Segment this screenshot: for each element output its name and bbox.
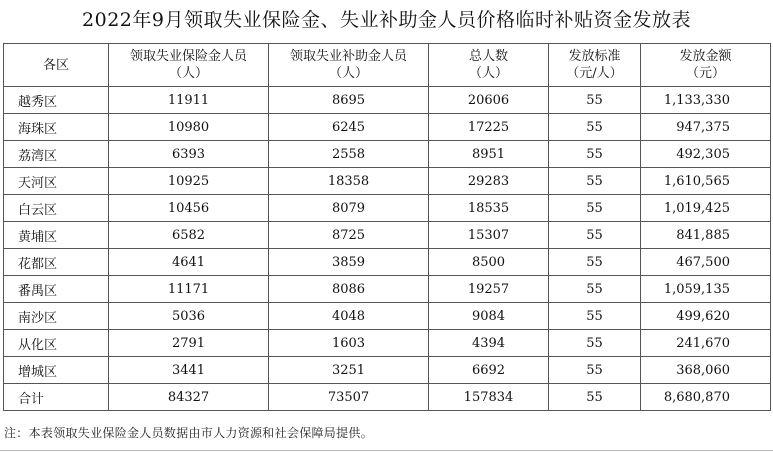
subsidy-table-container bbox=[3, 43, 770, 411]
total-people-cell: 6692 bbox=[429, 357, 549, 384]
table-header bbox=[4, 44, 771, 87]
header-amount-unit: （元） bbox=[685, 66, 725, 81]
header-standard bbox=[549, 44, 641, 87]
table-row bbox=[4, 87, 771, 114]
amount-cell: 1,019,425 bbox=[641, 195, 771, 222]
total-people-cell: 17225 bbox=[429, 114, 549, 141]
standard-cell: 55 bbox=[549, 87, 641, 114]
subsidy-table bbox=[3, 43, 771, 411]
insurance-recipients-cell: 2791 bbox=[109, 330, 269, 357]
insurance-recipients-cell: 10980 bbox=[109, 114, 269, 141]
header-subsidy-recipients-label: 领取失业补助金人员 bbox=[289, 49, 407, 64]
table-row bbox=[4, 357, 771, 384]
subsidy-recipients-cell: 4048 bbox=[269, 303, 429, 330]
subsidy-recipients-cell: 8695 bbox=[269, 87, 429, 114]
insurance-recipients-cell: 4641 bbox=[109, 249, 269, 276]
amount-cell: 841,885 bbox=[641, 222, 771, 249]
total-people-cell: 19257 bbox=[429, 276, 549, 303]
standard-cell: 55 bbox=[549, 384, 641, 411]
district-cell: 南沙区 bbox=[4, 303, 109, 330]
subsidy-recipients-cell: 18358 bbox=[269, 168, 429, 195]
total-people-cell: 15307 bbox=[429, 222, 549, 249]
table-row bbox=[4, 276, 771, 303]
insurance-recipients-cell: 10925 bbox=[109, 168, 269, 195]
header-total-people bbox=[429, 44, 549, 87]
subsidy-recipients-cell: 2558 bbox=[269, 141, 429, 168]
insurance-recipients-cell: 3441 bbox=[109, 357, 269, 384]
subsidy-recipients-cell: 6245 bbox=[269, 114, 429, 141]
header-insurance-recipients bbox=[109, 44, 269, 87]
header-total-people-unit: （人） bbox=[468, 66, 508, 81]
insurance-recipients-cell: 6393 bbox=[109, 141, 269, 168]
table-row bbox=[4, 249, 771, 276]
district-cell: 花都区 bbox=[4, 249, 109, 276]
standard-cell: 55 bbox=[549, 330, 641, 357]
district-cell: 白云区 bbox=[4, 195, 109, 222]
insurance-recipients-cell: 10456 bbox=[109, 195, 269, 222]
subsidy-recipients-cell: 8086 bbox=[269, 276, 429, 303]
header-total-people-label: 总人数 bbox=[468, 49, 508, 64]
total-people-cell: 9084 bbox=[429, 303, 549, 330]
district-cell: 海珠区 bbox=[4, 114, 109, 141]
amount-cell: 947,375 bbox=[641, 114, 771, 141]
total-people-cell: 4394 bbox=[429, 330, 549, 357]
subsidy-recipients-cell: 8079 bbox=[269, 195, 429, 222]
standard-cell: 55 bbox=[549, 249, 641, 276]
header-subsidy-recipients-unit: （人） bbox=[328, 66, 368, 81]
table-row bbox=[4, 222, 771, 249]
standard-cell: 55 bbox=[549, 276, 641, 303]
district-cell: 越秀区 bbox=[4, 87, 109, 114]
standard-cell: 55 bbox=[549, 168, 641, 195]
header-amount bbox=[641, 44, 771, 87]
standard-cell: 55 bbox=[549, 303, 641, 330]
amount-cell: 368,060 bbox=[641, 357, 771, 384]
table-body bbox=[4, 87, 771, 411]
insurance-recipients-cell: 5036 bbox=[109, 303, 269, 330]
total-people-cell: 20606 bbox=[429, 87, 549, 114]
subsidy-recipients-cell: 8725 bbox=[269, 222, 429, 249]
header-standard-unit: （元/人） bbox=[566, 66, 623, 81]
total-row bbox=[4, 384, 771, 411]
total-people-cell: 8951 bbox=[429, 141, 549, 168]
total-people-cell: 29283 bbox=[429, 168, 549, 195]
standard-cell: 55 bbox=[549, 222, 641, 249]
subsidy-recipients-cell: 73507 bbox=[269, 384, 429, 411]
amount-cell: 1,133,330 bbox=[641, 87, 771, 114]
district-cell: 合计 bbox=[4, 384, 109, 411]
subsidy-recipients-cell: 3251 bbox=[269, 357, 429, 384]
table-row bbox=[4, 195, 771, 222]
subsidy-recipients-cell: 1603 bbox=[269, 330, 429, 357]
table-row bbox=[4, 114, 771, 141]
header-insurance-recipients-unit: （人） bbox=[168, 66, 208, 81]
total-people-cell: 157834 bbox=[429, 384, 549, 411]
district-cell: 黄埔区 bbox=[4, 222, 109, 249]
district-cell: 从化区 bbox=[4, 330, 109, 357]
header-row bbox=[4, 44, 771, 87]
amount-cell: 467,500 bbox=[641, 249, 771, 276]
total-people-cell: 8500 bbox=[429, 249, 549, 276]
district-cell: 荔湾区 bbox=[4, 141, 109, 168]
page-title: 2022年9月领取失业保险金、失业补助金人员价格临时补贴资金发放表 bbox=[82, 9, 691, 31]
table-row bbox=[4, 168, 771, 195]
subsidy-recipients-cell: 3859 bbox=[269, 249, 429, 276]
header-insurance-recipients-label: 领取失业保险金人员 bbox=[129, 49, 247, 64]
total-people-cell: 18535 bbox=[429, 195, 549, 222]
standard-cell: 55 bbox=[549, 141, 641, 168]
footnote: 注：本表领取失业保险金人员数据由市人力资源和社会保障局提供。 bbox=[4, 426, 374, 440]
standard-cell: 55 bbox=[549, 357, 641, 384]
header-amount-label: 发放金额 bbox=[679, 49, 732, 64]
insurance-recipients-cell: 6582 bbox=[109, 222, 269, 249]
table-row bbox=[4, 141, 771, 168]
amount-cell: 241,670 bbox=[641, 330, 771, 357]
insurance-recipients-cell: 11911 bbox=[109, 87, 269, 114]
district-cell: 增城区 bbox=[4, 357, 109, 384]
table-row bbox=[4, 303, 771, 330]
district-cell: 天河区 bbox=[4, 168, 109, 195]
bottom-divider bbox=[0, 450, 773, 451]
standard-cell: 55 bbox=[549, 195, 641, 222]
amount-cell: 1,059,135 bbox=[641, 276, 771, 303]
header-district-label: 各区 bbox=[42, 57, 69, 73]
header-standard-label: 发放标准 bbox=[568, 49, 621, 64]
amount-cell: 8,680,870 bbox=[641, 384, 771, 411]
header-subsidy-recipients bbox=[269, 44, 429, 87]
table-row bbox=[4, 330, 771, 357]
district-cell: 番禺区 bbox=[4, 276, 109, 303]
amount-cell: 1,610,565 bbox=[641, 168, 771, 195]
insurance-recipients-cell: 84327 bbox=[109, 384, 269, 411]
standard-cell: 55 bbox=[549, 114, 641, 141]
insurance-recipients-cell: 11171 bbox=[109, 276, 269, 303]
amount-cell: 499,620 bbox=[641, 303, 771, 330]
amount-cell: 492,305 bbox=[641, 141, 771, 168]
header-district bbox=[4, 44, 109, 87]
